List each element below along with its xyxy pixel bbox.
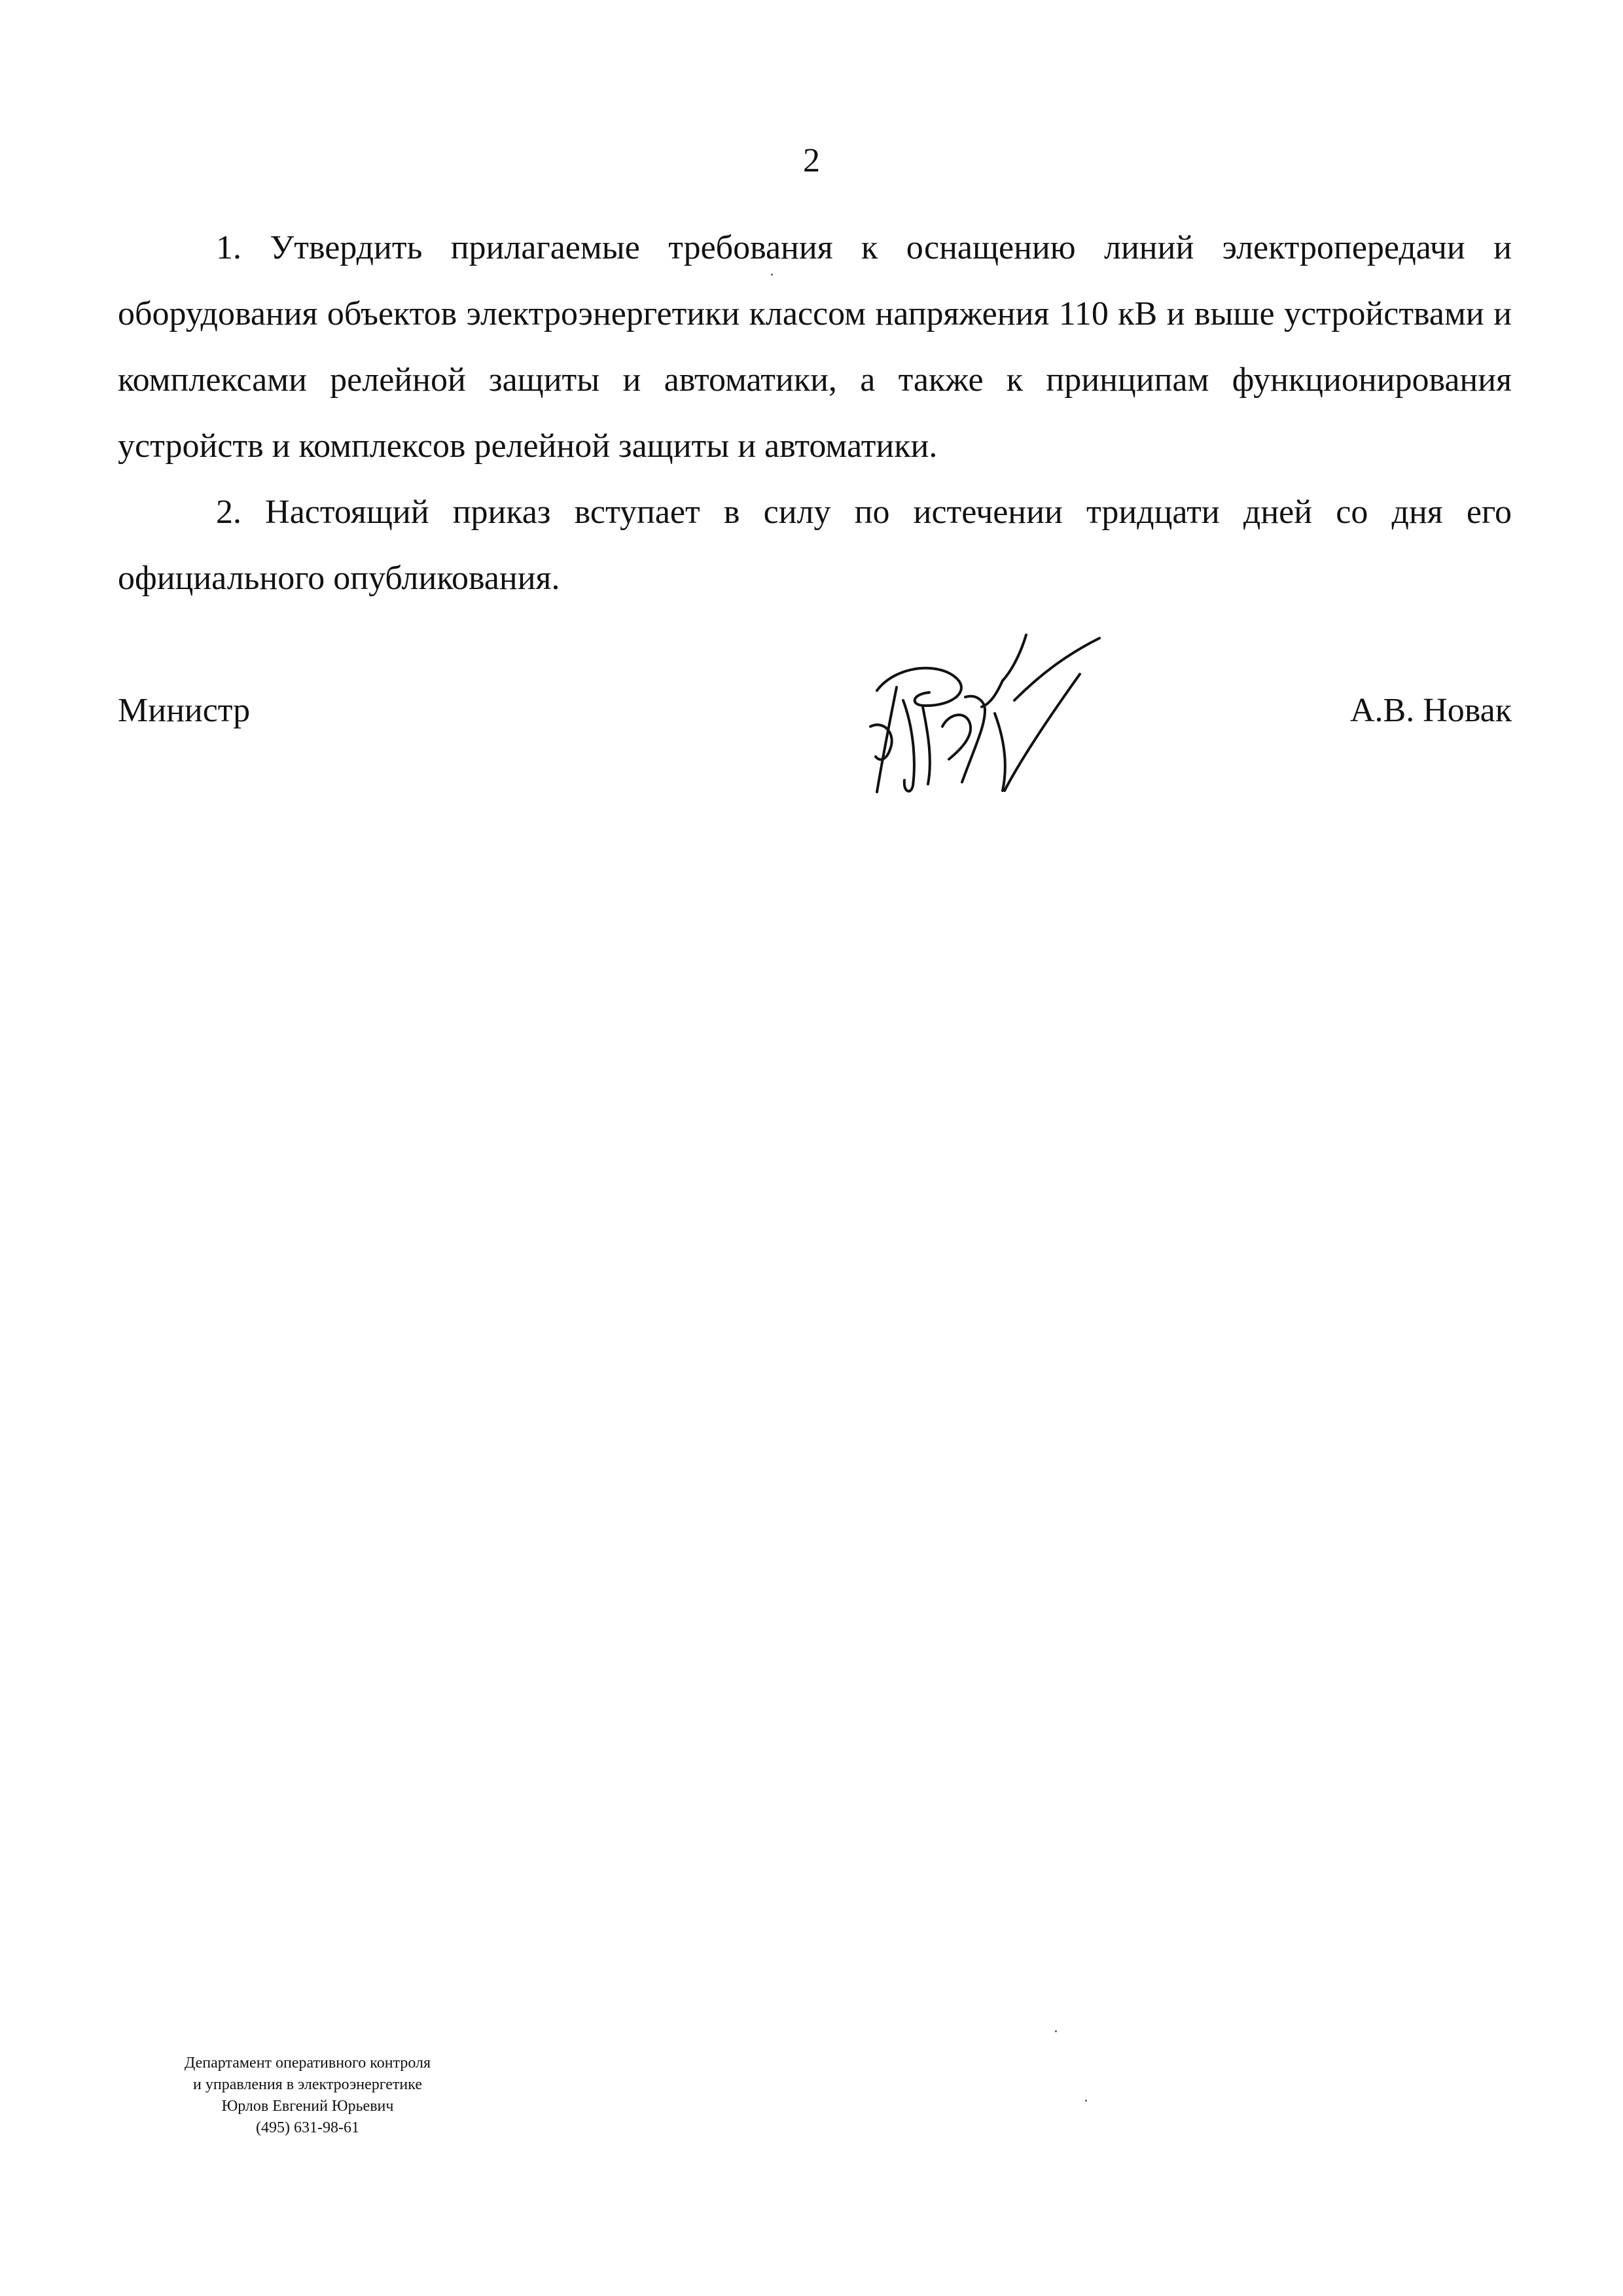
footer-contact	[124, 2053, 491, 2139]
scan-speck	[1055, 2030, 1057, 2032]
footer-department-line1: Департамент оперативного контроля	[184, 2054, 431, 2072]
footer-department-line2: и управления в электроэнергетике	[193, 2076, 422, 2093]
handwritten-signature	[851, 628, 1113, 805]
scan-speck	[771, 274, 773, 276]
signature-row	[118, 685, 1512, 737]
paragraph-1: 1. Утвердить прилагаемые требования к оснащению линий электропередачи и оборудования объектов электроэнергетики классом напряжения 110 кВ и выше устройствами и комплексами релейной защиты и автоматики, а также к принципам функционирования устройств и комплексов релейной защиты и автоматики.	[118, 229, 1512, 465]
signatory-title: Министр	[118, 692, 251, 729]
paragraph-2: 2. Настоящий приказ вступает в силу по истечении тридцати дней со дня его официального опубликования.	[118, 493, 1512, 597]
document-body	[118, 215, 1512, 611]
page-number: 2	[803, 142, 820, 179]
signatory-name: А.В. Новак	[1350, 692, 1512, 729]
footer-contact-name: Юрлов Евгений Юрьевич	[221, 2098, 394, 2115]
footer-phone: (495) 631-98-61	[256, 2119, 359, 2136]
scan-speck	[1085, 2100, 1087, 2102]
